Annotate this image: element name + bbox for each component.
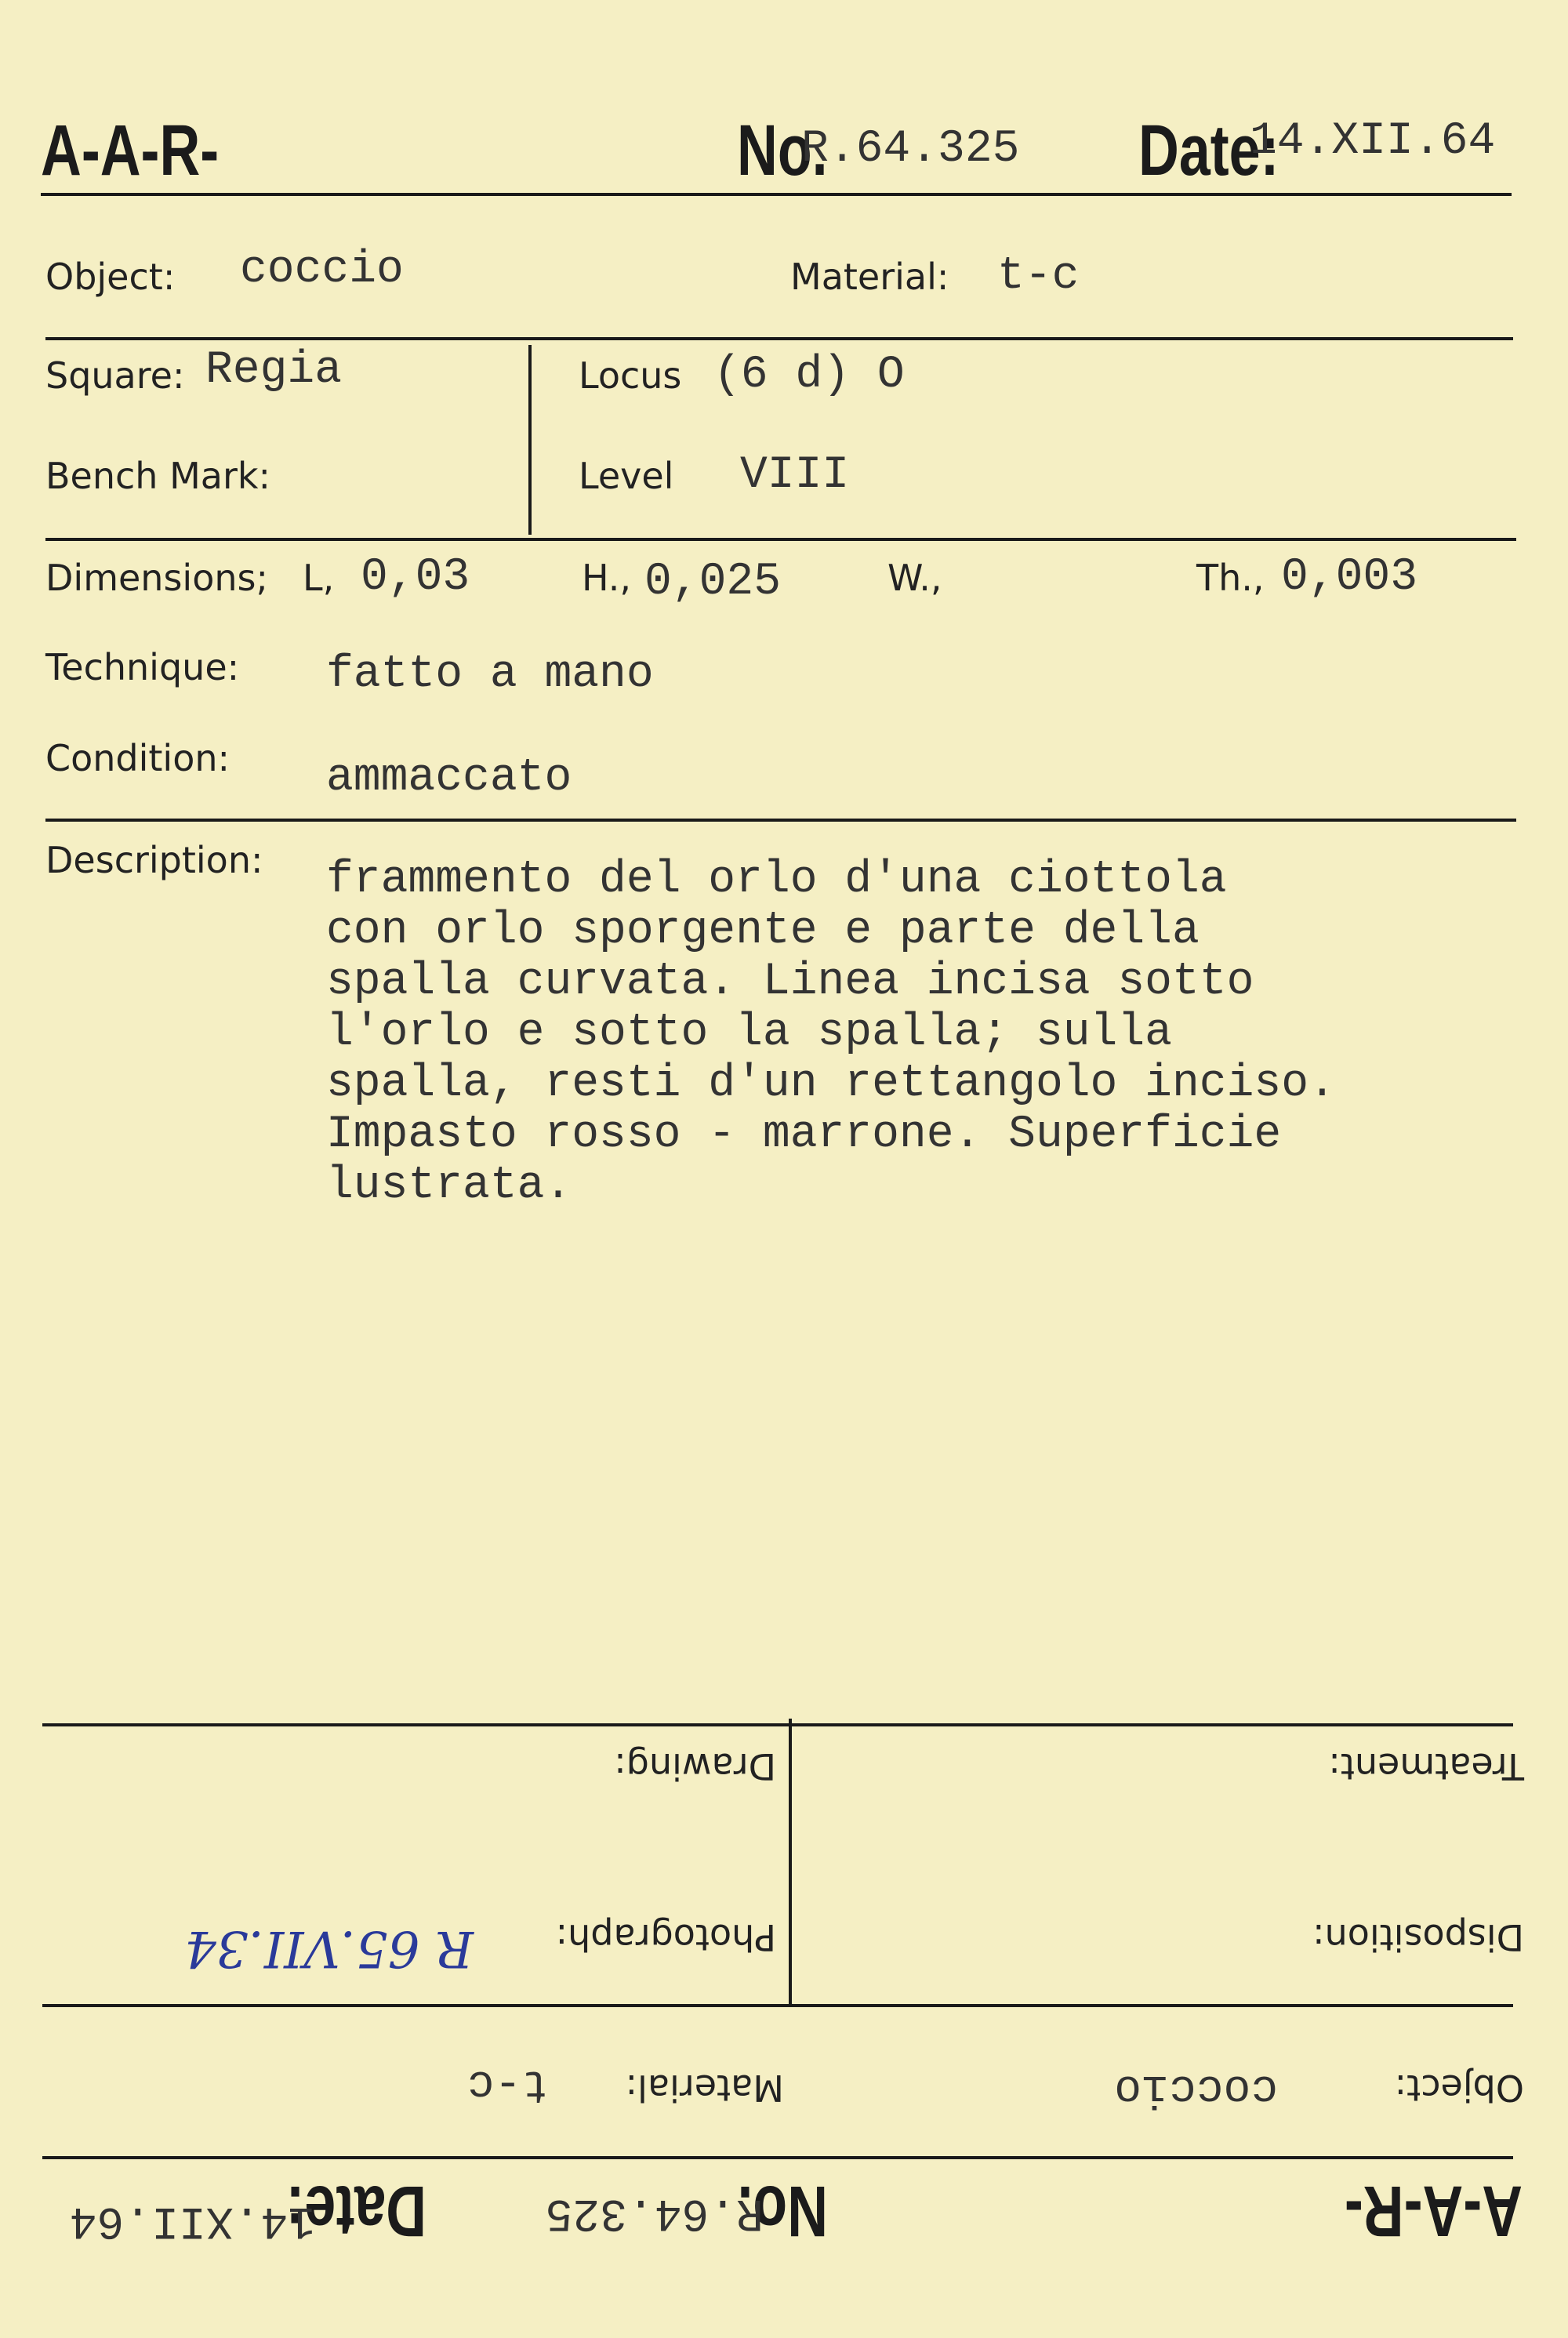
lower-material-label: Material: [625, 2067, 784, 2109]
object-label: Object: [45, 256, 176, 298]
description-line: con orlo sporgente e parte della [326, 906, 1200, 957]
condition-value: ammaccato [326, 753, 572, 804]
lower-divider [789, 1719, 792, 2006]
dim-l-label: L, [303, 557, 335, 599]
lower-object-label: Object: [1394, 2067, 1524, 2109]
square-value: Regia [205, 345, 343, 396]
description-line: l'orlo e sotto la spalla; sulla [326, 1007, 1172, 1058]
lower-header-rule [42, 2156, 1513, 2159]
org-code: A-A-R- [41, 111, 220, 191]
object-value: coccio [240, 245, 404, 296]
disposition-label: Disposition: [1312, 1916, 1524, 1959]
dim-h-label: H., [582, 557, 632, 599]
lower-no-value: R.64.325 [545, 2187, 764, 2238]
lower-object-value: coccio [1114, 2063, 1278, 2114]
material-value: t-c [997, 251, 1080, 302]
condition-label: Condition: [45, 737, 230, 779]
lower-org-code: A-A-R- [1344, 2171, 1523, 2251]
dim-th-label: Th., [1196, 557, 1265, 599]
description-line: spalla curvata. Linea incisa sotto [326, 957, 1254, 1007]
date-value: 14.XII.64 [1250, 116, 1496, 167]
description-line: frammento del orlo d'una ciottola [326, 855, 1227, 906]
lower-date-label: Date: [285, 2171, 426, 2251]
technique-label: Technique: [45, 646, 240, 688]
photograph-value: R 65.VII.34 [184, 1919, 474, 1977]
dimensions-label: Dimensions; [45, 557, 268, 599]
date-label: Date: [1138, 111, 1279, 191]
lower-material-value: t-c [466, 2058, 549, 2109]
drawing-label: Drawing: [614, 1745, 776, 1788]
level-value: VIII [740, 450, 850, 501]
bench-mark-label: Bench Mark: [45, 455, 271, 497]
lower-no-label: No. [737, 2171, 828, 2251]
no-value: R.64.325 [801, 124, 1020, 175]
square-label: Square: [45, 354, 185, 397]
material-label: Material: [790, 256, 949, 298]
dim-th-value: 0,003 [1281, 552, 1418, 603]
description-line: spalla, resti d'un rettangolo inciso. [326, 1058, 1336, 1109]
locus-label: Locus [579, 354, 682, 397]
lower-section-rule [42, 1723, 1513, 1726]
treatment-label: Treatment: [1328, 1745, 1524, 1788]
dim-h-value: 0,025 [644, 557, 782, 608]
lower-object-rule [42, 2004, 1513, 2007]
description-line: lustrata. [326, 1160, 572, 1211]
locus-value: (6 d) O [713, 350, 905, 401]
dim-w-label: W., [887, 557, 942, 599]
description-line: Impasto rosso - marrone. Superficie [326, 1109, 1282, 1160]
lower-date-value: 14.XII.64 [69, 2195, 315, 2245]
photograph-label: Photograph: [555, 1916, 776, 1959]
dim-l-value: 0,03 [361, 552, 470, 603]
technique-value: fatto a mano [326, 649, 654, 700]
description-label: Description: [45, 839, 263, 881]
level-label: Level [579, 455, 674, 497]
no-label: No. [737, 111, 828, 191]
